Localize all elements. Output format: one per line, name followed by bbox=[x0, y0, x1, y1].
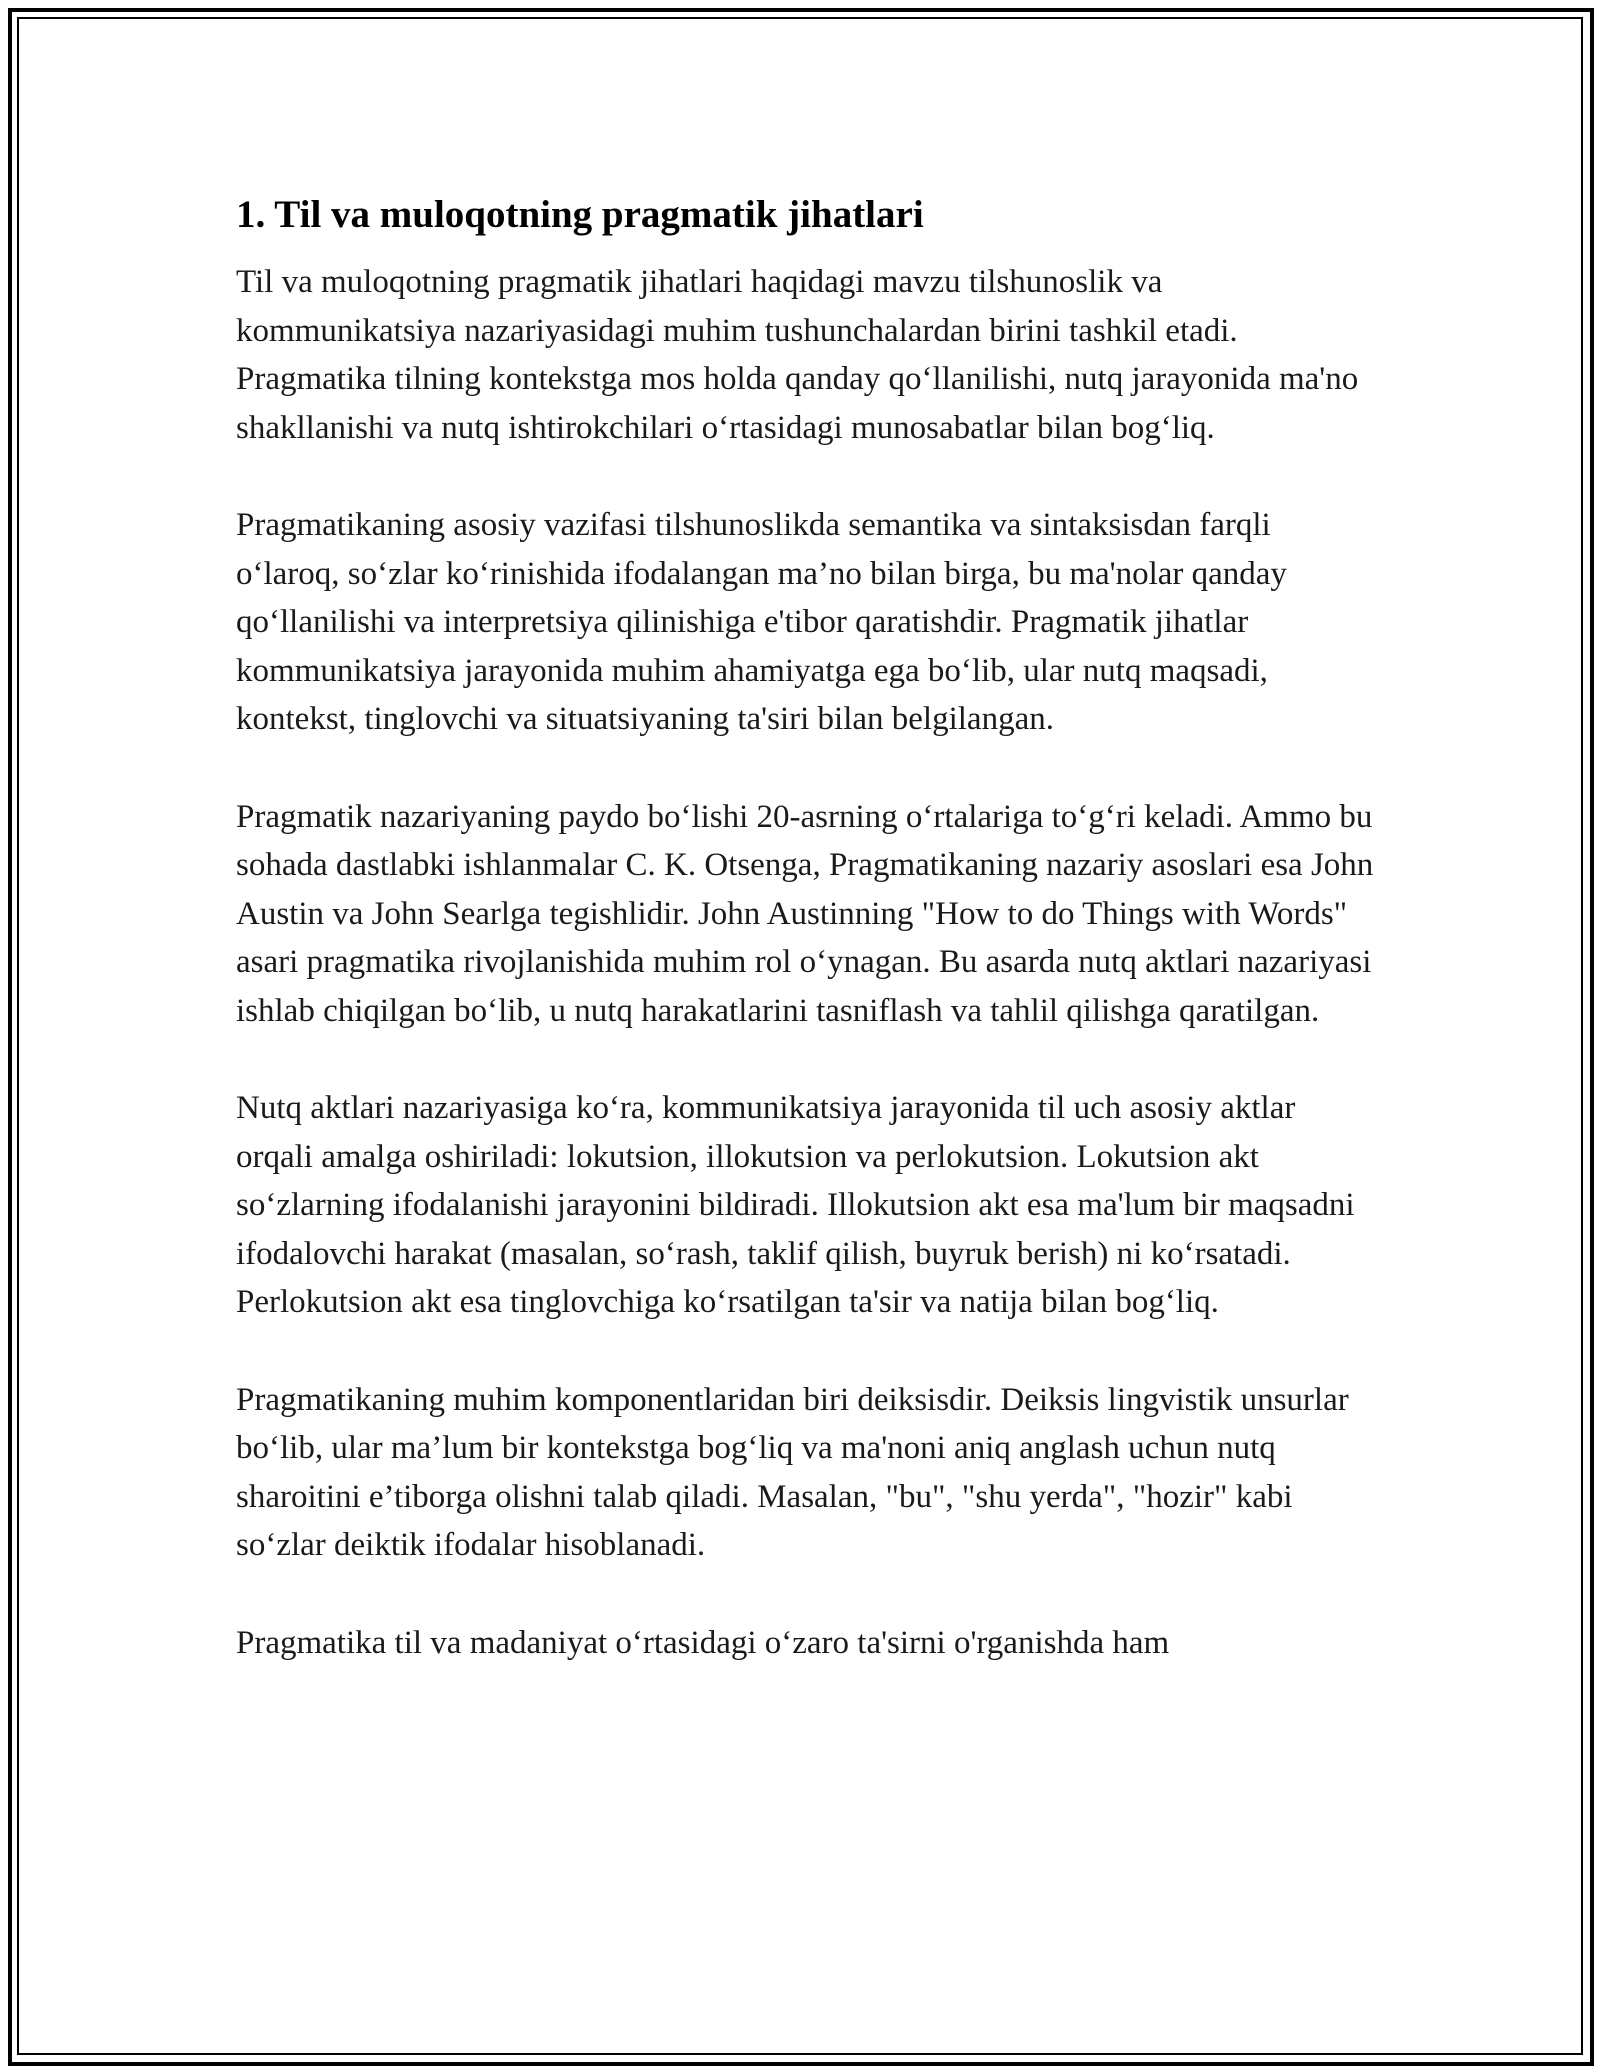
paragraph-intro: Til va muloqotning pragmatik jihatlari haqidagi mavzu tilshunoslik va kommunikatsiya nazariyasidagi muhim tushunchalardan birini tashkil etadi. Pragmatika tilning kontekstga mos holda qanday qo‘llanilishi, nutq jarayonida ma'no shakllanishi va nutq ishtirokchilari o‘rtasidagi munosabatlar bilan bog‘liq. bbox=[236, 264, 1359, 446]
section-heading: 1. Til va muloqotning pragmatik jihatlari bbox=[236, 193, 924, 236]
paragraph-main-task: Pragmatikaning asosiy vazifasi tilshunoslikda semantika va sintaksisdan farqli o‘laroq, so‘zlar ko‘rinishida ifodalangan ma’no bilan birga, bu ma'nolar qanday qo‘llanilishi va interpretsiya qilinishiga e'tibor qaratishdir. Pragmatik jihatlar kommunikatsiya jarayonida muhim ahamiyatga ega bo‘lib, ular nutq maqsadi, kontekst, tinglovchi va situatsiyaning ta'siri bilan belgilangan. bbox=[236, 507, 1287, 737]
paragraph-deixis: Pragmatikaning muhim komponentlaridan biri deiksisdir. Deiksis lingvistik unsurlar bo‘lib, ular ma’lum bir kontekstga bog‘liq va ma'noni aniq anglash uchun nutq sharoitini e’tiborga olishni talab qiladi. Masalan, "bu", "shu yerda", "hozir" kabi so‘zlar deiktik ifodalar hisoblanadi. bbox=[236, 1381, 1349, 1563]
paragraph-speech-acts: Nutq aktlari nazariyasiga ko‘ra, kommunikatsiya jarayonida til uch asosiy aktlar orqali amalga oshiriladi: lokutsion, illokutsion va perlokutsion. Lokutsion akt so‘zlarning ifodalanishi jarayonini bildiradi. Illokutsion akt esa ma'lum bir maqsadni ifodalovchi harakat (masalan, so‘rash, taklif qilish, buyruk berish) ni ko‘rsatadi. Perlokutsion akt esa tinglovchiga ko‘rsatilgan ta'sir va natija bilan bog‘liq. bbox=[236, 1090, 1355, 1320]
document-body bbox=[236, 188, 1376, 1716]
paragraph-history: Pragmatik nazariyaning paydo bo‘lishi 20-asrning o‘rtalariga to‘g‘ri keladi. Ammo bu sohada dastlabki ishlanmalar C. K. Otsenga, Pragmatikaning nazariy asoslari esa John Austin va John Searlga tegishlidir. John Austinning "How to do Things with Words" asari pragmatika rivojlanishida muhim rol o‘ynagan. Bu asarda nutq aktlari nazariyasi ishlab chiqilgan bo‘lib, u nutq harakatlarini tasniflash va tahlil qilishga qaratilgan. bbox=[236, 798, 1374, 1029]
paragraph-culture: Pragmatika til va madaniyat o‘rtasidagi o‘zaro ta'sirni o'rganishda ham bbox=[236, 1624, 1170, 1661]
